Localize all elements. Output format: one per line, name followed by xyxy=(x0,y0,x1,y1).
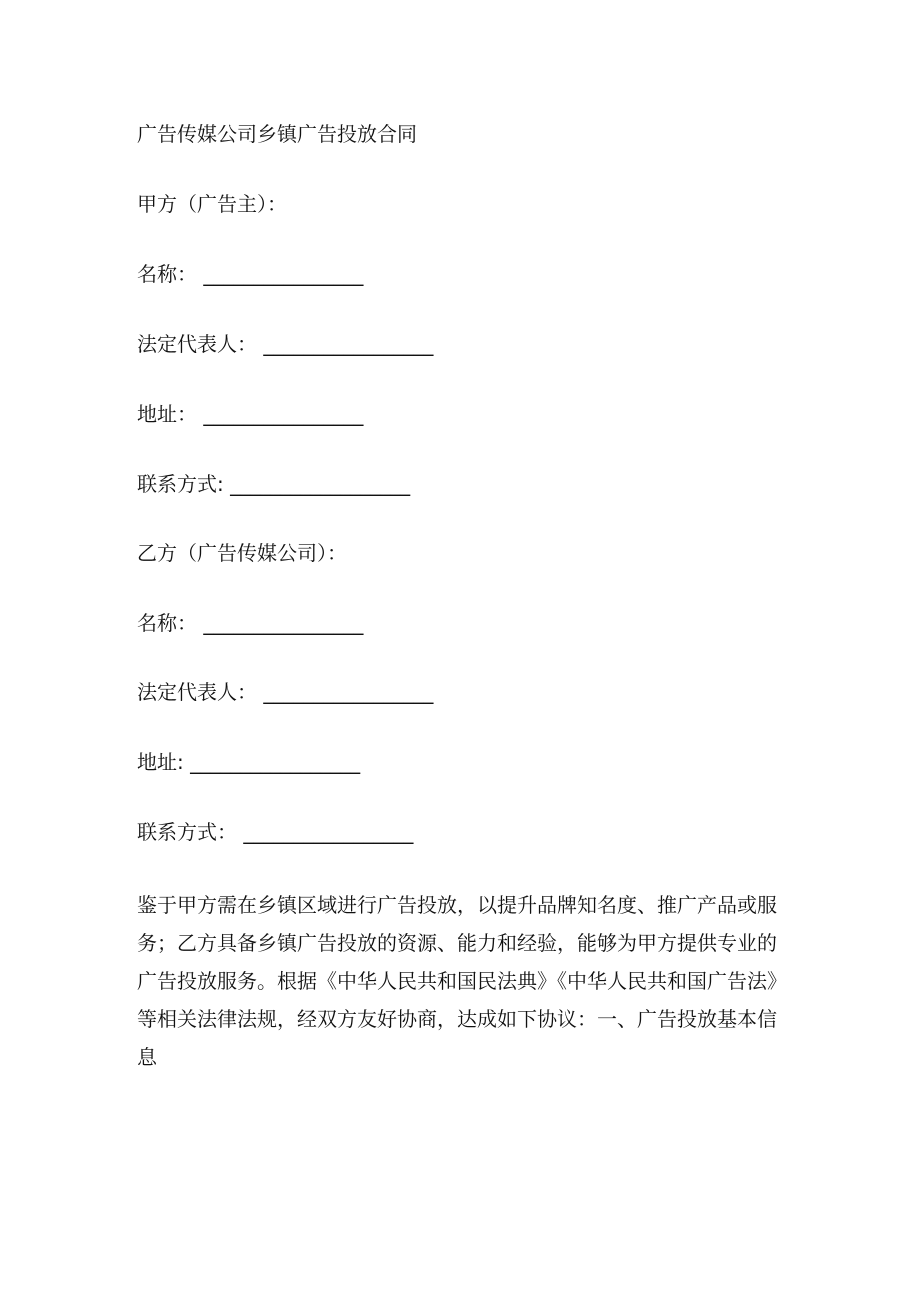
preamble-line: 务；乙方具备乡镇广告投放的资源、能力和经验，能够为甲方提供专业的 xyxy=(137,931,777,955)
party-b-address-blank: _________________ xyxy=(190,750,361,774)
party-a-heading: 甲方（广告主）： xyxy=(137,192,287,216)
party-b-representative-blank: _________________ xyxy=(263,680,434,704)
preamble-line: 鉴于甲方需在乡镇区域进行广告投放，以提升品牌知名度、推广产品或服 xyxy=(137,893,777,917)
party-b-name-blank: ________________ xyxy=(203,611,364,635)
party-b-name-label: 名称： xyxy=(137,611,197,635)
party-b-representative-field xyxy=(137,680,433,704)
preamble-paragraph xyxy=(137,886,807,1076)
party-b-name-field xyxy=(137,611,363,635)
party-b-address-field xyxy=(137,750,360,774)
party-b-address-label: 地址: xyxy=(137,750,184,774)
preamble-line: 息 xyxy=(137,1045,157,1069)
party-a-name-blank: ________________ xyxy=(203,262,364,286)
party-b-representative-label: 法定代表人： xyxy=(137,680,257,704)
party-a-representative-field xyxy=(137,332,433,356)
preamble-line: 广告投放服务。根据《中华人民共和国民法典》《中华人民共和国广告法》 xyxy=(137,969,787,993)
preamble-line: 等相关法律法规，经双方友好协商，达成如下协议：一、广告投放基本信 xyxy=(137,1007,777,1031)
party-a-contact-label: 联系方式: xyxy=(137,472,224,496)
party-a-representative-label: 法定代表人： xyxy=(137,332,257,356)
party-b-contact-field xyxy=(137,820,413,844)
party-a-name-label: 名称： xyxy=(137,262,197,286)
document-title: 广告传媒公司乡镇广告投放合同 xyxy=(137,122,417,146)
party-a-name-field xyxy=(137,262,363,286)
party-a-representative-blank: _________________ xyxy=(263,332,434,356)
party-b-contact-label: 联系方式： xyxy=(137,820,237,844)
party-a-contact-blank: __________________ xyxy=(230,472,411,496)
party-a-contact-field xyxy=(137,472,410,496)
party-a-address-label: 地址： xyxy=(137,402,197,426)
party-a-address-blank: ________________ xyxy=(203,402,364,426)
party-b-contact-blank: _________________ xyxy=(243,820,414,844)
party-a-address-field xyxy=(137,402,363,426)
party-b-heading: 乙方（广告传媒公司）： xyxy=(137,541,347,565)
